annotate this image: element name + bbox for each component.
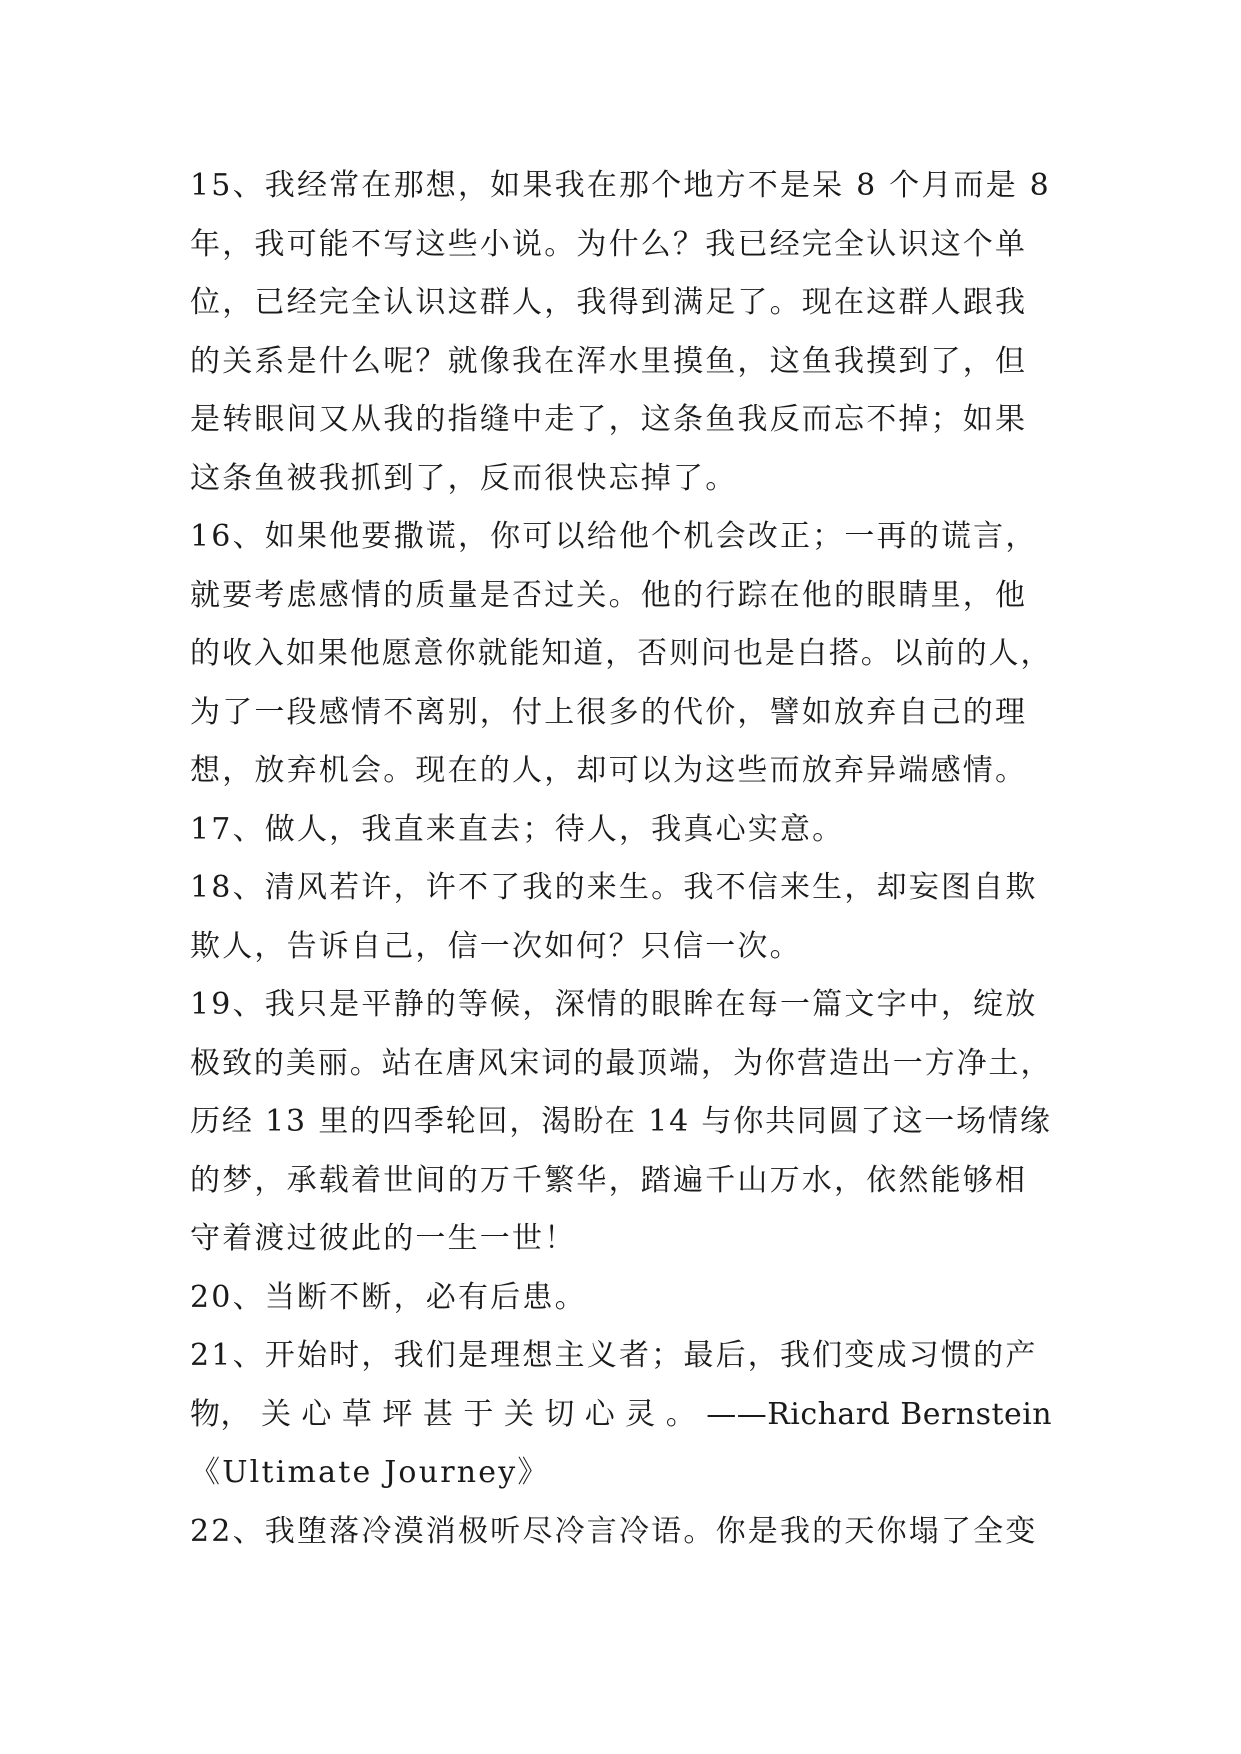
text-line-11: 想，放弃机会。现在的人，却可以为这些而放弃异端感情。 <box>190 753 1028 788</box>
text-line-8: 就要考虑感情的质量是否过关。他的行踪在他的眼睛里，他 <box>190 577 1028 613</box>
text-line-22: 物， 关 心 草 坪 甚 于 关 切 心 灵 。 ——Richard Bernstein <box>190 1396 1053 1432</box>
text-line-10: 为了一段感情不离别，付上很多的代价，譬如放弃自己的理 <box>190 694 1028 730</box>
text-line-4: 的关系是什么呢？就像我在浑水里摸鱼，这鱼我摸到了，但 <box>190 343 1028 379</box>
text-line-19: 守着渡过彼此的一生一世！ <box>190 1221 577 1256</box>
text-line-13: 18、清风若许，许不了我的来生。我不信来生，却妄图自欺 <box>190 870 1038 905</box>
document-body <box>190 157 1052 1561</box>
text-line-16: 极致的美丽。站在唐风宋词的最顶端，为你营造出一方净土， <box>190 1045 1053 1081</box>
text-line-2: 年，我可能不写这些小说。为什么？我已经完全认识这个单 <box>190 226 1028 262</box>
text-line-15: 19、我只是平静的等候，深情的眼眸在每一篇文字中，绽放 <box>190 987 1038 1022</box>
text-line-20: 20、当断不断，必有后患。 <box>190 1279 587 1315</box>
text-line-1: 15、我经常在那想，如果我在那个地方不是呆 8 个月而是 8 <box>190 168 1051 203</box>
text-line-5: 是转眼间又从我的指缝中走了，这条鱼我反而忘不掉；如果 <box>190 402 1028 437</box>
text-line-23: 《Ultimate Journey》 <box>190 1455 550 1490</box>
text-line-17: 历经 13 里的四季轮回，渴盼在 14 与你共同圆了这一场情缘 <box>190 1104 1052 1139</box>
text-line-6: 这条鱼被我抓到了，反而很快忘掉了。 <box>190 460 738 496</box>
text-line-24: 22、我堕落冷漠消极听尽冷言冷语。你是我的天你塌了全变 <box>190 1513 1038 1549</box>
text-line-7: 16、如果他要撒谎，你可以给他个机会改正；一再的谎言， <box>190 519 1038 554</box>
text-line-9: 的收入如果他愿意你就能知道，否则问也是白搭。以前的人， <box>190 636 1053 671</box>
text-line-3: 位，已经完全认识这群人，我得到满足了。现在这群人跟我 <box>190 285 1028 320</box>
text-line-12: 17、做人，我直来直去；待人，我真心实意。 <box>190 811 845 847</box>
text-line-21: 21、开始时，我们是理想主义者；最后，我们变成习惯的产 <box>190 1338 1038 1373</box>
text-line-14: 欺人，告诉自己，信一次如何？只信一次。 <box>190 928 802 964</box>
text-line-18: 的梦，承载着世间的万千繁华，踏遍千山万水，依然能够相 <box>190 1162 1028 1198</box>
